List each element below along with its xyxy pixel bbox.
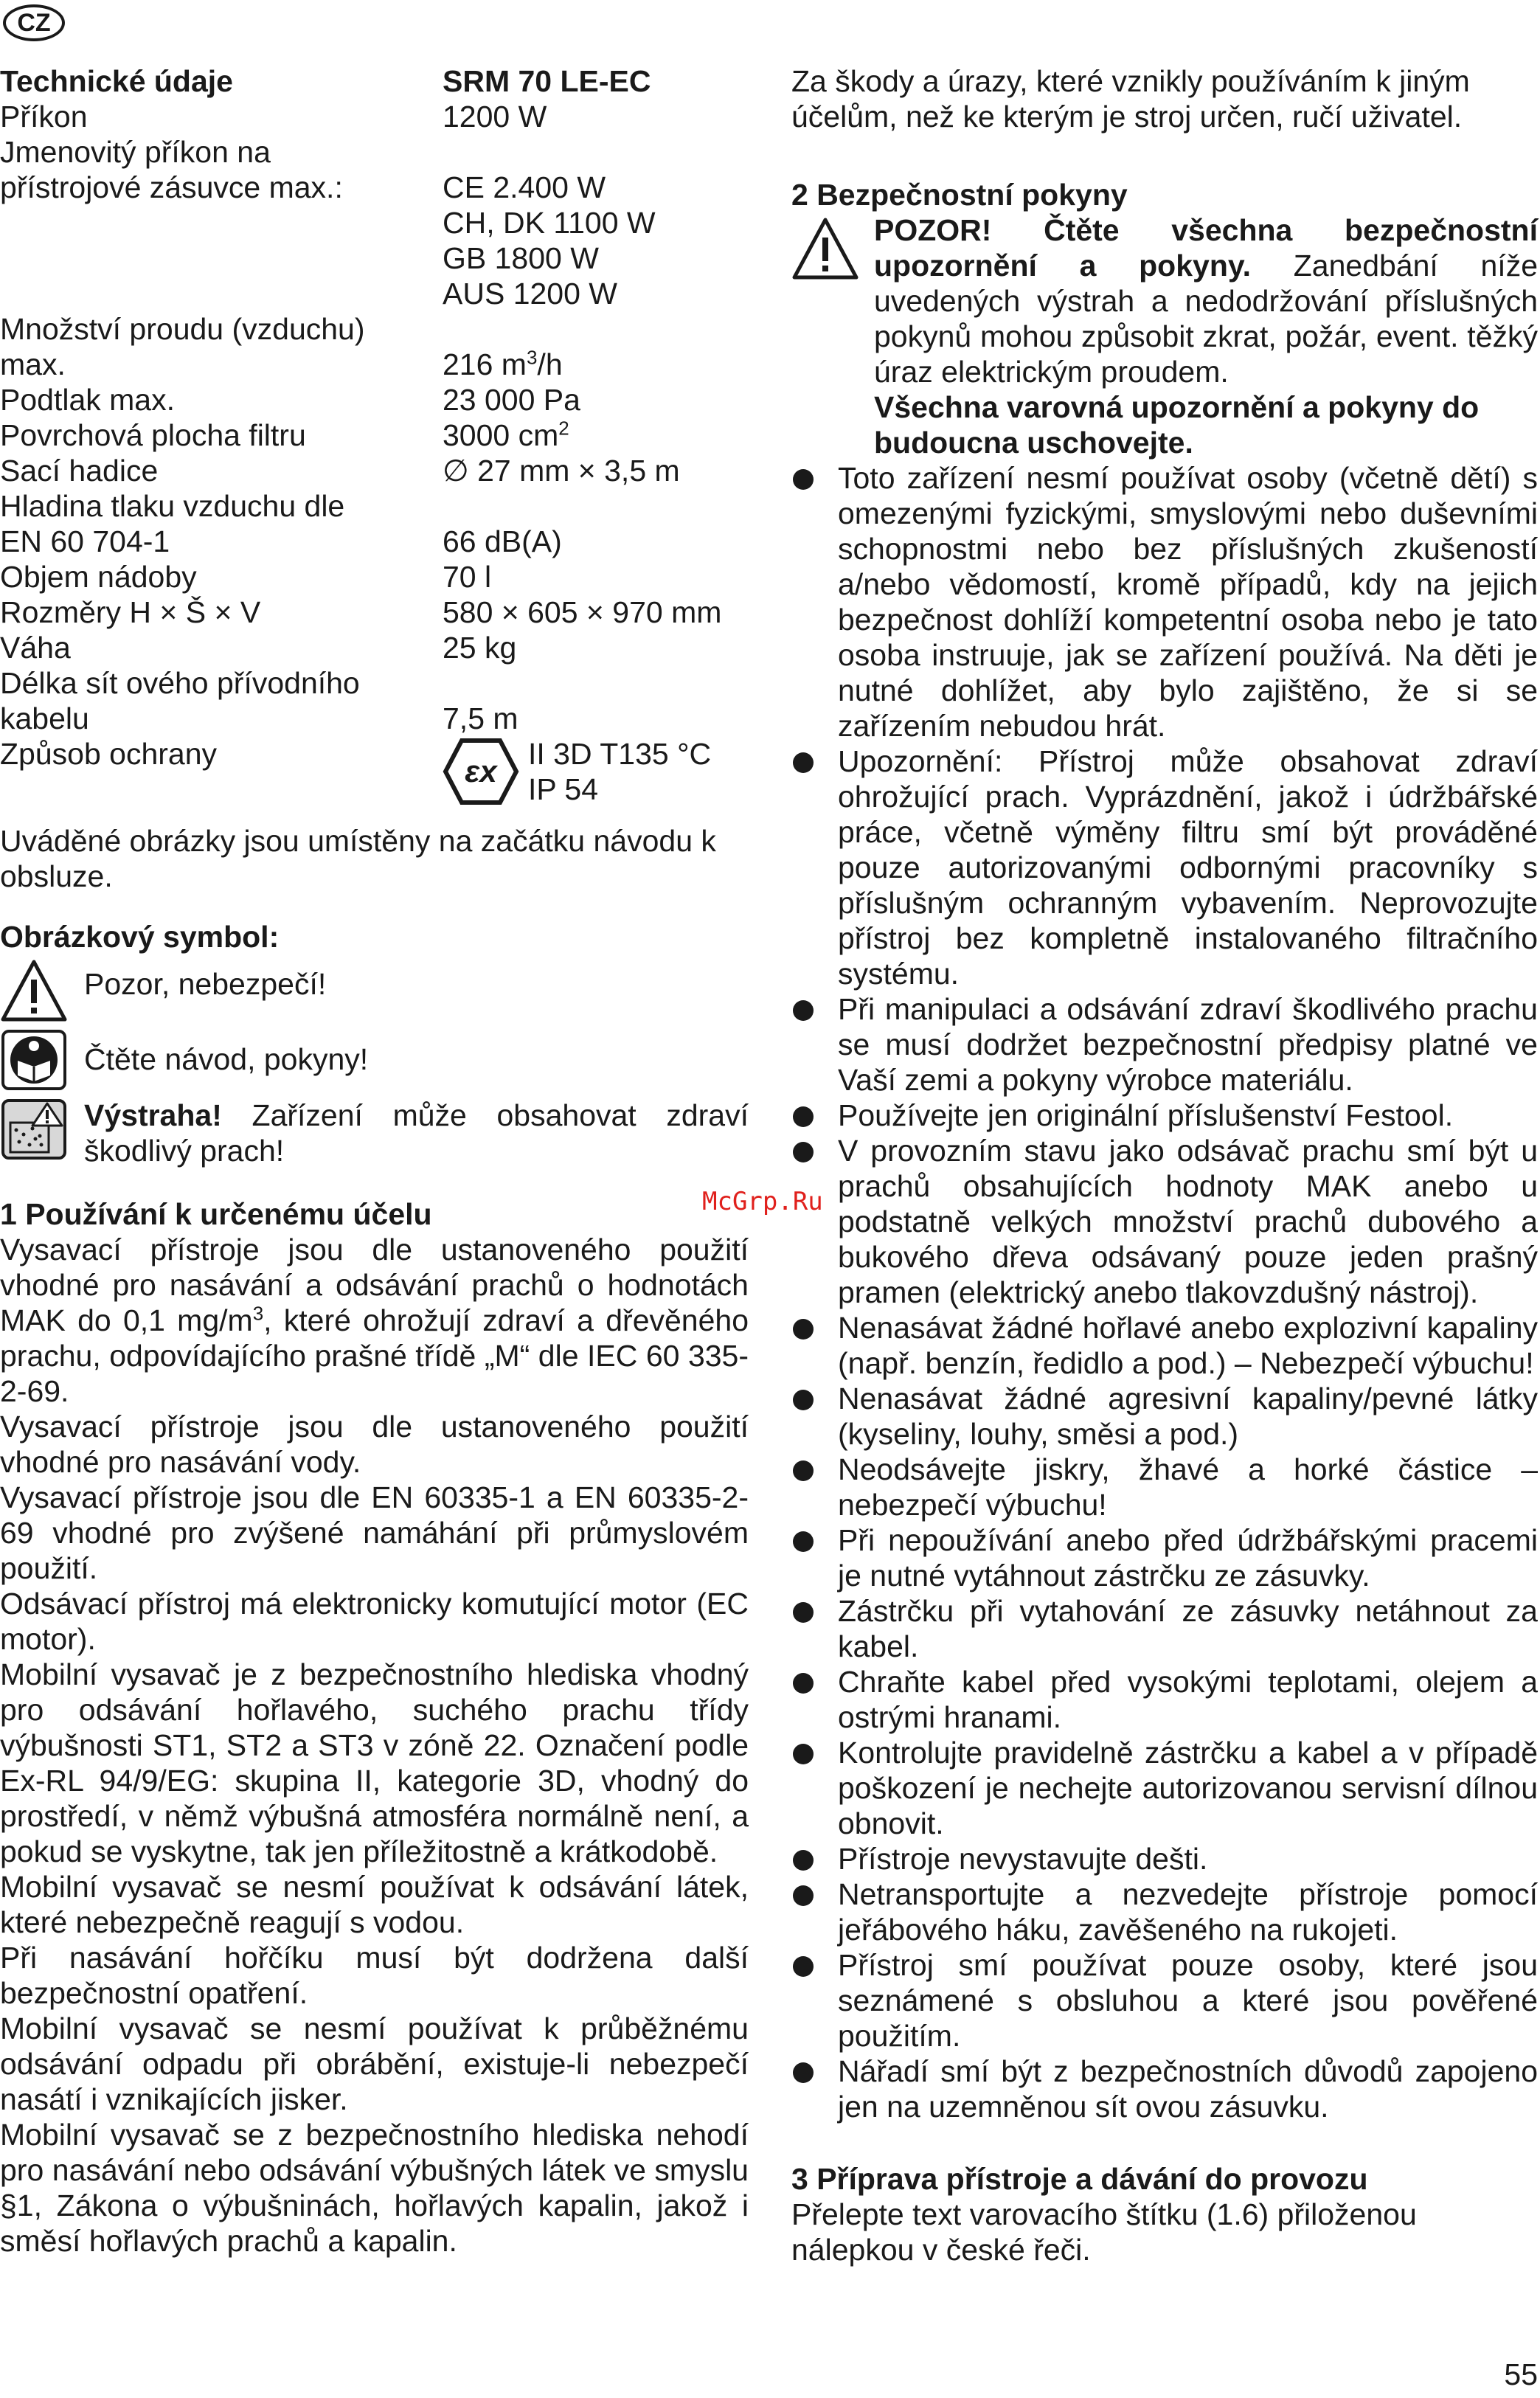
specs-row [0, 170, 749, 205]
specs-value [443, 134, 749, 170]
safety-list-item: Chraňte kabel před vysokými teplotami, olejem a ostrými hranami. [791, 1664, 1538, 1735]
section1-paragraph: Vysavací přístroje jsou dle EN 60335-1 a EN 60335-2-69 vhodné pro zvýšené namáhání při průmyslovém použití. [0, 1480, 749, 1585]
symbols-title: Obrázkový symbol: [0, 920, 280, 954]
specs-row [0, 417, 749, 453]
safety-list-item: Nenasávat žádné agresivní kapaliny/pevné látky (kyseliny, louhy, směsi a pod.) [791, 1381, 1538, 1452]
specs-label: Jmenovitý příkon na [0, 135, 271, 169]
specs-row [0, 453, 749, 488]
specs-label: Příkon [0, 100, 88, 134]
specs-value: 25 kg [443, 631, 517, 665]
section2-title: 2 Bezpečnostní pokyny [791, 178, 1128, 212]
specs-label: max. [0, 347, 66, 381]
section1-paragraph: Mobilní vysavač se nesmí používat k odsávání látek, které nebezpečně reagují s vodou. [0, 1870, 749, 1939]
ex-hexagon-icon [443, 738, 519, 805]
section1-body [0, 1409, 749, 2259]
section3-text: Přelepte text varovacího štítku (1.6) přiloženou nálepkou v české řeči. [791, 2197, 1417, 2267]
symbol-read-manual [0, 1028, 749, 1092]
section1-paragraph: Mobilní vysavač se z bezpečnostního hlediska nehodí pro nasávání nebo odsávání výbušných látek ve smyslu §1, Zákona o výbušninách, hořlavých kapalin, jakož i směsí hořlavých prachů a kapalin. [0, 2118, 749, 2258]
specs-label: Objem nádoby [0, 560, 197, 594]
safety-list-item: Přístroje nevystavujte dešti. [791, 1841, 1538, 1877]
left-column [0, 63, 749, 2259]
specs-label: Množství proudu (vzduchu) [0, 312, 365, 346]
safety-warning [791, 212, 1538, 460]
specs-value: GB 1800 W [443, 241, 599, 275]
specs-label: Váha [0, 631, 71, 665]
symbol-dust-warning [0, 1098, 749, 1168]
symbol-danger-text: Pozor, nebezpečí! [84, 967, 327, 1001]
safety-list [791, 460, 1538, 2124]
specs-value: ∅ 27 mm × 3,5 m [443, 454, 680, 488]
specs-value [443, 311, 749, 347]
specs-row [0, 665, 749, 701]
safety-list-item: V provozním stavu jako odsávač prachu smí být u prachů obsahujících hodnoty MAK anebo u podstatně velkých množství prachů dubového a bukového dřeva odsávaný pouze jeden prašný pramen (elektrický anebo tlakovzdušný nástroj). [791, 1133, 1538, 1310]
specs-value: 216 $m^3/h$ [443, 346, 563, 381]
warning-triangle-icon [791, 217, 859, 280]
specs-label [0, 205, 443, 240]
safety-list-item: Upozornění: Přístroj může obsahovat zdraví ohrožující prach. Vyprázdnění, jakož i údržbářské práce, včetně výměny filtru smí být prováděné pouze autorizovanými odbornými pracovníky s příslušným ochranným vybavením. Neprovozujte přístroj bez kompletně instalovaného filtračního systému. [791, 744, 1538, 991]
specs-label: EN 60 704-1 [0, 524, 170, 558]
symbol-read-manual-text: Čtěte návod, pokyny! [84, 1042, 369, 1076]
specs-value [443, 488, 749, 524]
specs-label: přístrojové zásuvce max.: [0, 170, 343, 204]
section1-paragraph: Vysavací přístroje jsou dle ustanoveného použití vhodné pro nasávání a odsávání prachů o hodnotách MAK do 0,1 $mg/m^3$, které ohrožují zdraví a dřevěného prachu, odpovídajícího prašné třídě „M“ dle IEC 60 335-2-69. [0, 1233, 749, 1408]
specs-row [0, 559, 749, 595]
read-manual-icon [0, 1028, 68, 1092]
specs-row-protection [0, 736, 749, 807]
specs-label: Sací hadice [0, 454, 159, 488]
warning-triangle-icon [0, 959, 68, 1022]
specs-row [0, 99, 749, 134]
protection-class: II 3D T135 °C [528, 737, 712, 771]
specs-row [0, 488, 749, 524]
specs-label: kabelu [0, 701, 89, 735]
specs-value: 7,5 m [443, 701, 518, 735]
specs-value: 23 000 Pa [443, 383, 580, 417]
specs-value: CH, DK 1100 W [443, 206, 656, 240]
keep-instructions: Všechna varovná upozornění a pokyny do budoucna uschovejte. [874, 390, 1480, 460]
specs-label: Hladina tlaku vzduchu dle [0, 489, 345, 523]
safety-warning-bold: POZOR! Čtěte všechna bezpečnostní upozornění a pokyny. [874, 213, 1538, 283]
dust-warning-label: Výstraha! [84, 1098, 222, 1132]
specs-label: Podtlak max. [0, 383, 175, 417]
safety-list-item: Nenasávat žádné hořlavé anebo explozivní kapaliny (např. benzín, ředidlo a pod.) – Nebezpečí výbuchu! [791, 1310, 1538, 1381]
symbol-danger [0, 959, 749, 1022]
specs-label [0, 276, 443, 311]
safety-list-item: Netransportujte a nezvedejte přístroje pomocí jeřábového háku, zavěšeného na rukojeti. [791, 1877, 1538, 1947]
language-badge: CZ [3, 4, 65, 41]
safety-list-item: Při nepoužívání anebo před údržbářskými pracemi je nutné vytáhnout zástrčku ze zásuvky. [791, 1522, 1538, 1593]
specs-row [0, 701, 749, 736]
specs-value: 66 dB(A) [443, 524, 562, 558]
specs-row [0, 240, 749, 276]
page-number: 55 [1504, 2357, 1538, 2391]
specs-row [0, 347, 749, 382]
specs-row [0, 382, 749, 417]
misuse-liability: Za škody a úrazy, které vznikly používáním k jiným účelům, než ke kterým je stroj určen, ručí uživatel. [791, 64, 1470, 134]
safety-list-item: Kontrolujte pravidelně zástrčku a kabel a v případě poškození je nechejte autorizovanou servisní dílnou obnovit. [791, 1735, 1538, 1841]
safety-list-item: Toto zařízení nesmí používat osoby (včetně dětí) s omezenými fyzickými, smyslovými nebo duševními schopnostmi nebo bez příslušných zkušeností a/nebo vědomostí, kromě případů, kdy na jejich bezpečnost dohlíží kompetentní osoba nebo je tato osoba instruuje, jak se zařízení používá. Na děti je nutné dohlížet, aby bylo zajištěno, že si se zařízením nebudou hrát. [791, 460, 1538, 744]
section1-paragraph: Odsávací přístroj má elektronicky komutující motor (EC motor). [0, 1587, 749, 1656]
section1-paragraph: Mobilní vysavač je z bezpečnostního hlediska vhodný pro odsávání hořlavého, suchého prachu třídy výbušnosti ST1, ST2 a ST3 v zóně 22. Označení podle Ex-RL 94/9/EG: skupina II, kategorie 3D, vhodný do prostředí, v němž výbušná atmosféra normálně není, a pokud se vyskytne, tak jen příležitostně a krátkodobě. [0, 1657, 749, 1868]
symbol-dust-warning-text [84, 1098, 749, 1168]
specs-table [0, 99, 749, 736]
safety-list-item: Nářadí smí být z bezpečnostních důvodů zapojeno jen na uzemněnou sít ovou zásuvku. [791, 2054, 1538, 2124]
specs-label: Způsob ochrany [0, 737, 218, 771]
safety-list-item: Používejte jen originální příslušenství Festool. [791, 1098, 1538, 1133]
specs-label: Rozměry H × Š × V [0, 595, 261, 629]
specs-model: SRM 70 LE-EC [443, 64, 651, 98]
specs-header [0, 63, 749, 99]
section3-title: 3 Příprava přístroje a dávání do provozu [791, 2162, 1368, 2196]
specs-value: 1200 W [443, 100, 547, 134]
specs-row [0, 630, 749, 665]
ip-rating: IP 54 [528, 772, 598, 806]
specs-value: 580 × 605 × 970 mm [443, 595, 722, 629]
section1-paragraph: Při nasávání hořčíku musí být dodržena další bezpečnostní opatření. [0, 1941, 749, 2010]
specs-row [0, 311, 749, 347]
safety-list-item: Neodsávejte jiskry, žhavé a horké částice – nebezpečí výbuchu! [791, 1452, 1538, 1522]
dust-hazard-icon [0, 1098, 68, 1161]
specs-row [0, 595, 749, 630]
safety-list-item: Zástrčku při vytahování ze zásuvky netáhnout za kabel. [791, 1593, 1538, 1664]
specs-value: 3000 $cm^2$ [443, 417, 569, 452]
safety-list-item: Přístroj smí používat pouze osoby, které jsou seznámené s obsluhou a které jsou pověřené použitím. [791, 1947, 1538, 2054]
specs-value: CE 2.400 W [443, 170, 606, 204]
dust-warning-body: Zařízení může obsahovat zdraví škodlivý prach! [84, 1098, 749, 1168]
specs-value [443, 665, 749, 701]
specs-value: AUS 1200 W [443, 277, 617, 311]
safety-warning-text: Zanedbání níže uvedených výstrah a nedodržování příslušných pokynů mohou způsobit zkrat, požár, event. těžký úraz elektrickým proudem. [874, 249, 1538, 389]
right-column [791, 63, 1538, 2267]
specs-label: Délka sít ového přívodního [0, 666, 360, 700]
svg-text:εx: εx [465, 754, 497, 789]
watermark: McGrp.Ru [702, 1187, 823, 1216]
specs-row [0, 205, 749, 240]
intro-note: Uváděné obrázky jsou umístěny na začátku návodu k obsluze. [0, 824, 716, 893]
specs-value: 70 l [443, 560, 492, 594]
safety-list-item: Při manipulaci a odsávání zdraví škodlivého prachu se musí dodržet bezpečnostní předpisy platné ve Vaší zemi a pokyny výrobce materiálu. [791, 991, 1538, 1098]
section1-paragraph: Mobilní vysavač se nesmí používat k průběžnému odsávání odpadu při obrábění, existuje-li nebezpečí nasátí i vznikajících jisker. [0, 2011, 749, 2116]
specs-row [0, 276, 749, 311]
specs-row [0, 134, 749, 170]
section1-paragraph: Vysavací přístroje jsou dle ustanoveného použití vhodné pro nasávání vody. [0, 1410, 749, 1479]
specs-label: Povrchová plocha filtru [0, 418, 306, 452]
specs-label [0, 240, 443, 276]
specs-title: Technické údaje [0, 64, 233, 98]
section1-title: 1 Používání k určenému účelu [0, 1197, 432, 1231]
specs-row [0, 524, 749, 559]
